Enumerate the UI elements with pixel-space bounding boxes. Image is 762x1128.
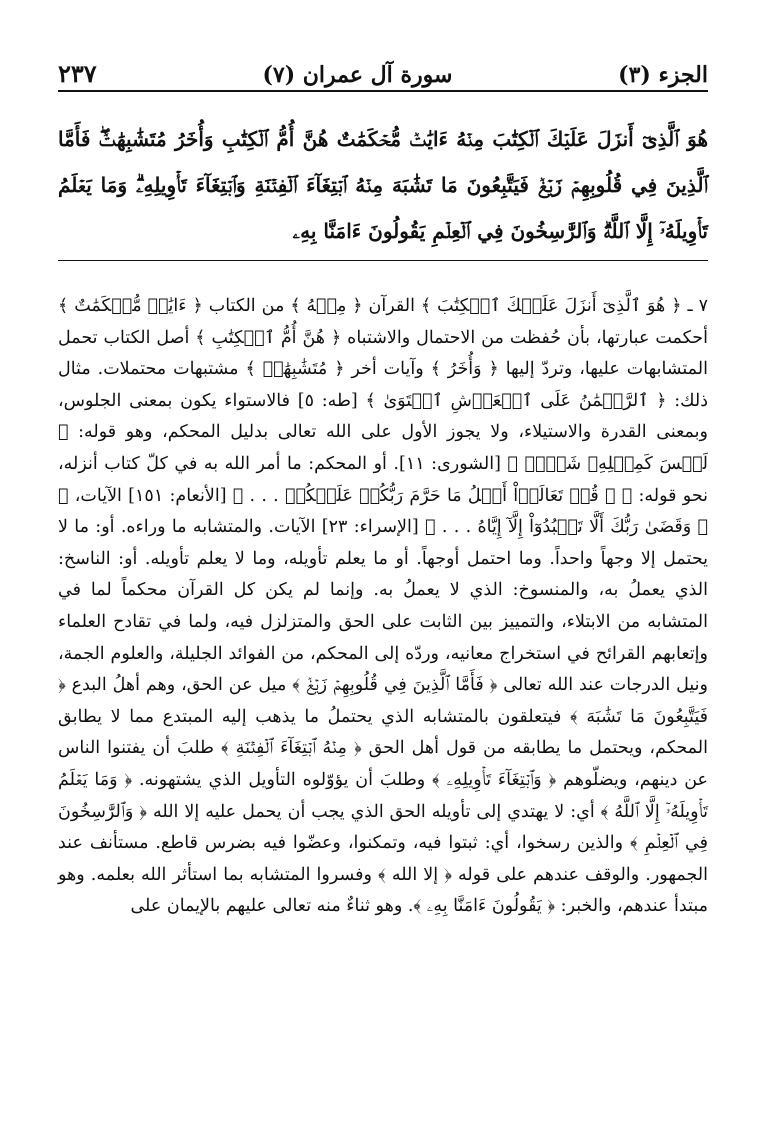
page-header	[58, 52, 708, 88]
page-number: ٢٣٧	[58, 59, 97, 88]
page	[58, 52, 708, 923]
quran-verse-block: هُوَ ٱلَّذِىٓ أَنزَلَ عَلَيۡكَ ٱلۡكِتَٰبَ مِنۡهُ ءَايَٰتٞ مُّحۡكَمَٰتٌ هُنَّ أُمُّ ٱلۡكِتَٰبِ وَأُخَرُ مُتَشَٰبِهَٰتٞۖ فَأَمَّا ٱلَّذِينَ فِي قُلُوبِهِمۡ زَيۡغٞ فَيَتَّبِعُونَ مَا تَشَٰبَهَ مِنۡهُ ٱبۡتِغَآءَ ٱلۡفِتۡنَةِ وَٱبۡتِغَآءَ تَأۡوِيلِهِۦۗ وَمَا يَعۡلَمُ تَأۡوِيلَهُۥٓ إِلَّا ٱللَّهُۗ وَٱلرَّٰسِخُونَ فِي ٱلۡعِلۡمِ يَقُولُونَ ءَامَنَّا بِهِۦ	[58, 127, 708, 243]
verse-divider	[58, 260, 708, 261]
sura-title: سورة آل عمران (٧)	[262, 62, 453, 88]
header-divider	[58, 90, 708, 92]
commentary-body	[58, 291, 708, 923]
commentary-paragraph: ٧ ـ ﴿ هُوَ ٱلَّذِىٓ أَنزَلَ عَلَيۡكَ ٱلۡكِتَٰبَ ﴾ القرآن ﴿ مِنۡهُ ﴾ من الكتاب ﴿ ءَايَٰتٞ مُّحۡكَمَٰتٌ ﴾ أحكمت عبارتها، بأن حُفظت من الاحتمال والاشتباه ﴿ هُنَّ أُمُّ ٱلۡكِتَٰبِ ﴾ أصل الكتاب تحمل المتشابهات عليها، وتردّ إليها ﴿ وَأُخَرُ ﴾ وآيات أخر ﴿ مُتَشَٰبِهَٰتٞ ﴾ مشتبهات محتملات. مثال ذلك: ﴿ ٱلرَّحۡمَٰنُ عَلَى ٱلۡعَرۡشِ ٱسۡتَوَىٰ ﴾ [طه: ٥] فالاستواء يكون بمعنى الجلوس، وبمعنى القدرة والاستيلاء، ولا يجوز الأول على الله تعالى بدليل المحكم، وهو قوله: ﴿ لَيۡسَ كَمِثۡلِهِۦ شَيۡءٞ ﴾ [الشورى: ١١]. أو المحكم: ما أمر الله به في كلّ كتاب أنزله، نحو قوله: ﴿ ۞ قُلۡ تَعَالَوۡاْ أَتۡلُ مَا حَرَّمَ رَبُّكُمۡ عَلَيۡكُمۡ . . . ﴾ [الأنعام: ١٥١] الآيات، ﴿ ۞ وَقَضَىٰ رَبُّكَ أَلَّا تَعۡبُدُوٓاْ إِلَّآ إِيَّاهُ . . . ﴾ [الإسراء: ٢٣] الآيات. والمتشابه ما وراءه. أو: ما لا يحتمل إلا وجهاً واحداً. وما احتمل أوجهاً. أو ما يعلم تأويله، وما لا يعلم تأويله. أو: الناسخ: الذي يعملُ به، والمنسوخ: الذي لا يعملُ به. وإنما لم يكن كل القرآن محكماً لما في المتشابه من الابتلاء، والتمييز بين الثابت على الحق والمتزلزل فيه، ولما في تقادح العلماء وإتعابهم القرائح في استخراج معانيه، وردّه إلى المحكم، من الفوائد الجليلة، والعلوم الجمة، ونيل الدرجات عند الله تعالى ﴿ فَأَمَّا ٱلَّذِينَ فِي قُلُوبِهِمۡ زَيۡغٞ ﴾ ميل عن الحق، وهم أهلُ البدع ﴿ فَيَتَّبِعُونَ مَا تَشَٰبَهَ ﴾ فيتعلقون بالمتشابه الذي يحتملُ ما يذهب إليه المبتدع مما لا يطابق المحكم، ويحتمل ما يطابقه من قول أهل الحق ﴿ مِنۡهُ ٱبۡتِغَآءَ ٱلۡفِتۡنَةِ ﴾ طلبَ أن يفتنوا الناس عن دينهم، ويضلّوهم ﴿ وَٱبۡتِغَآءَ تَأۡوِيلِهِۦ ﴾ وطلبَ أن يؤوّلوه التأويل الذي يشتهونه. ﴿ وَمَا يَعۡلَمُ تَأۡوِيلَهُۥٓ إِلَّا ٱللَّهُ ﴾ أي: لا يهتدي إلى تأويله الحق الذي يجب أن يحمل عليه إلا الله ﴿ وَٱلرَّٰسِخُونَ فِي ٱلۡعِلۡمِ ﴾ والذين رسخوا، أي: ثبتوا فيه، وتمكنوا، وعضّوا فيه بضرس قاطع. مستأنف عند الجمهور. والوقف عندهم على قوله ﴿ إلا الله ﴾ وفسروا المتشابه بما استأثر الله بعلمه. وهو مبتدأ عندهم، والخبر: ﴿ يَقُولُونَ ءَامَنَّا بِهِۦ ﴾. وهو ثناءٌ منه تعالى عليهم بالإيمان على	[58, 296, 708, 917]
juz-label: الجزء (٣)	[618, 62, 708, 88]
